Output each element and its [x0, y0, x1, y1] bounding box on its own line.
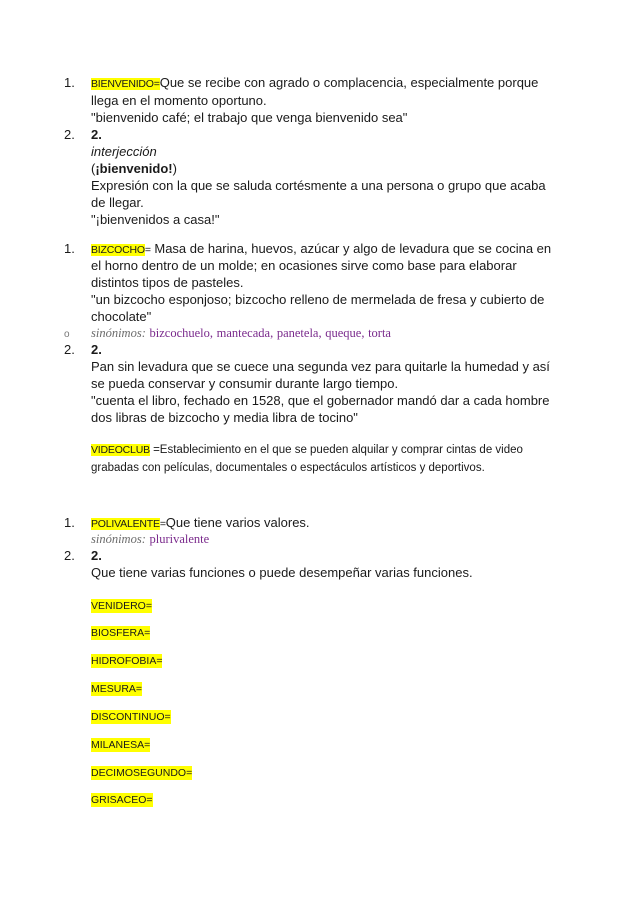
pending-term: MESURA=	[91, 683, 143, 695]
term-highlight: BIZCOCHO	[91, 244, 145, 256]
definition-line: Expresión con la que se saluda cortésmente a una persona o grupo que acaba	[91, 178, 546, 193]
grammar-category: interjección	[91, 144, 157, 159]
pending-term: VENIDERO=	[91, 600, 152, 612]
list-number: 1.	[64, 241, 75, 256]
sub-bullet: o	[64, 329, 70, 340]
term-highlight: POLIVALENTE	[91, 518, 160, 530]
pending-term: BIOSFERA=	[91, 627, 151, 639]
definition-line: Que tiene varias funciones o puede desempeñar varias funciones.	[91, 565, 473, 580]
list-number: 1.	[64, 515, 75, 530]
list-number: 2.	[64, 548, 75, 563]
definition-line: el horno dentro de un molde; en ocasiones sirve como base para elaborar	[91, 258, 517, 273]
definition-line	[91, 74, 538, 93]
definition-line: grabadas con películas, documentales o espectáculos artísticos y deportivos.	[91, 462, 485, 474]
term-equals: =	[159, 518, 166, 530]
synonyms-label: sinónimos:	[91, 532, 146, 546]
synonym-link[interactable]: plurivalente	[149, 532, 210, 546]
pending-term: DECIMOSEGUNDO=	[91, 767, 193, 779]
term-equals: =	[153, 78, 160, 90]
term-highlight: VIDEOCLUB	[91, 444, 150, 456]
sense-number: 2.	[91, 548, 102, 563]
example-line: "¡bienvenidos a casa!"	[91, 212, 220, 227]
pending-term: MILANESA=	[91, 739, 151, 751]
synonym-link[interactable]: panetela	[276, 326, 319, 340]
headword: ¡bienvenido!	[95, 161, 173, 176]
sense-number: 2.	[91, 342, 102, 357]
list-number: 1.	[64, 75, 75, 90]
definition-line	[91, 442, 523, 459]
synonyms-label: sinónimos:	[91, 326, 146, 340]
definition-line: se pueda conservar y consumir durante largo tiempo.	[91, 376, 399, 391]
definition-line: de llegar.	[91, 195, 144, 210]
pending-term: DISCONTINUO=	[91, 711, 171, 723]
definition-text: Que se recibe con agrado o complacencia, especialmente porque	[159, 75, 539, 90]
synonyms-line	[91, 530, 209, 548]
definition-text: Que tiene varios valores.	[165, 515, 310, 530]
definition-line: Pan sin levadura que se cuece una segunda vez para quitarle la humedad y así	[91, 359, 550, 374]
list-number: 2.	[64, 342, 75, 357]
term-highlight: BIENVENIDO	[91, 78, 154, 90]
example-line: "un bizcocho esponjoso; bizcocho relleno de mermelada de fresa y cubierto de	[91, 292, 545, 307]
pending-term: GRISACEO=	[91, 794, 153, 806]
synonym-link[interactable]: bizcochuelo	[149, 326, 210, 340]
term-equals: =	[144, 244, 151, 256]
pending-term: HIDROFOBIA=	[91, 655, 163, 667]
sense-number: 2.	[91, 127, 102, 142]
definition-text: Masa de harina, huevos, azúcar y algo de levadura que se cocina en	[150, 241, 552, 256]
example-line: dos libras de bizcocho y media libra de tocino"	[91, 410, 358, 425]
definition-line: distintos tipos de pasteles.	[91, 275, 244, 290]
synonym-link[interactable]: torta	[368, 326, 391, 340]
example-line: "bienvenido café; el trabajo que venga bienvenido sea"	[91, 110, 408, 125]
synonyms-line: sinónimos: bizcochuelo, mantecada, panetela, queque, torta	[91, 326, 391, 340]
synonym-link[interactable]: queque	[325, 326, 362, 340]
definition-line: llega en el momento oportuno.	[91, 93, 267, 108]
synonym-link[interactable]: mantecada	[216, 326, 271, 340]
headword-line: (¡bienvenido!)	[91, 161, 177, 176]
list-number: 2.	[64, 127, 75, 142]
example-line: "cuenta el libro, fechado en 1528, que el gobernador mandó dar a cada hombre	[91, 393, 550, 408]
example-line: chocolate"	[91, 309, 152, 324]
definition-text: =Establecimiento en el que se pueden alquilar y comprar cintas de video	[149, 444, 523, 456]
